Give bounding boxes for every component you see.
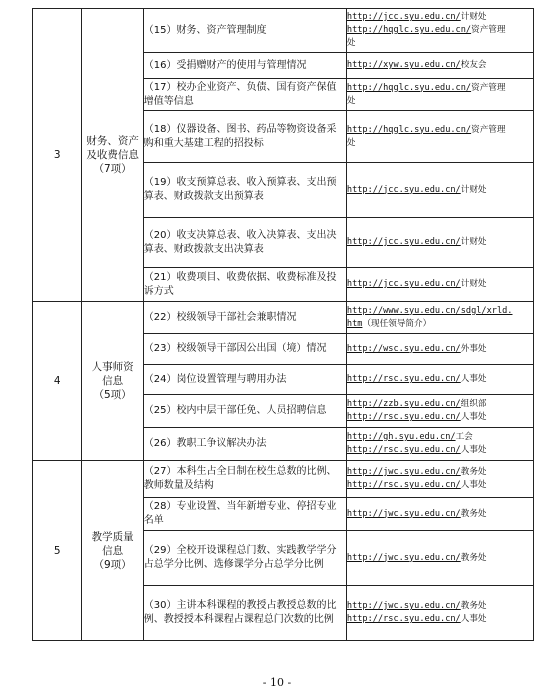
category-line: （9项） [93,558,132,571]
link-line [347,278,533,291]
link-line [347,411,533,424]
item-description: （26）教职工争议解决办法 [143,428,346,461]
item-links [346,461,533,498]
url-link[interactable]: http://jwc.syu.edu.cn/ [346,601,461,611]
category-line: 教学质量 [91,530,134,543]
group-number: 4 [33,302,82,461]
department-label: 人事处 [460,412,487,422]
department-label: 处 [346,38,356,48]
link-line [347,24,533,37]
item-links [346,531,533,586]
department-label: 工会 [455,432,473,442]
department-label: 资产管理 [471,124,506,135]
link-line [347,137,533,150]
group-category [82,9,143,302]
item-links [346,163,533,218]
category-line: 及收费信息 [86,149,139,161]
department-label: 教务处 [460,552,487,563]
department-label: 计财处 [460,237,487,247]
item-links [346,302,533,334]
link-line [347,59,533,72]
item-description: （21）收费项目、收费依据、收费标准及投诉方式 [143,268,346,302]
link-line [347,613,533,626]
department-label: 教务处 [460,508,487,519]
link-line [347,398,533,411]
department-label: 资产管理 [471,82,506,93]
item-links [346,334,533,365]
url-link[interactable]: http://hqglc.syu.edu.cn/ [346,25,472,35]
url-link[interactable]: htm [346,318,363,329]
link-line [347,343,533,356]
department-label: 教务处 [460,467,487,477]
url-link[interactable]: http://rsc.syu.edu.cn/ [346,445,461,455]
department-label: 处 [346,95,356,106]
link-line [347,37,533,50]
item-description: （28）专业设置、当年新增专业、停招专业名单 [143,498,346,531]
url-link[interactable]: http://gh.syu.edu.cn/ [346,432,456,442]
item-description: （24）岗位设置管理与聘用办法 [143,365,346,395]
disclosure-table [32,8,534,641]
item-description: （25）校内中层干部任免、人员招聘信息 [143,395,346,428]
department-label: 处 [346,137,356,148]
link-line [347,600,533,613]
group-number: 3 [33,9,82,302]
item-description: （27）本科生占全日制在校生总数的比例、教师数量及结构 [143,461,346,498]
item-description: （18）仪器设备、图书、药品等物资设备采购和重大基建工程的招投标 [143,111,346,163]
department-label: 计财处 [460,12,487,22]
item-links [346,218,533,268]
item-description: （23）校级领导干部因公出国（境）情况 [143,334,346,365]
category-line: （5项） [93,389,132,401]
category-line: 信息 [102,375,124,387]
table-row [33,9,534,53]
department-label: 人事处 [460,374,487,384]
item-links [346,53,533,79]
item-description: （16）受捐赠财产的使用与管理情况 [143,53,346,79]
url-link[interactable]: http://wsc.syu.edu.cn/ [346,343,461,354]
url-link[interactable]: http://jwc.syu.edu.cn/ [346,467,461,477]
link-line [347,552,533,565]
department-label: 人事处 [460,480,487,490]
item-description: （29）全校开设课程总门数、实践教学学分占总学分比例、选修课学分占总学分比例 [143,531,346,586]
department-label: （现任领导简介） [362,318,432,329]
link-line [347,431,533,444]
item-description: （30）主讲本科课程的教授占教授总数的比例、教授授本科课程占课程总门次数的比例 [143,586,346,641]
link-line [347,236,533,249]
group-category [82,302,143,461]
url-link[interactable]: http://rsc.syu.edu.cn/ [346,480,461,490]
url-link[interactable]: http://jwc.syu.edu.cn/ [346,508,461,519]
item-description: （17）校办企业资产、负债、国有资产保值增值等信息 [143,79,346,111]
url-link[interactable]: http://hqglc.syu.edu.cn/ [346,124,472,135]
link-line [347,318,533,331]
page-number: - 10 - [262,676,292,689]
item-description: （20）收支决算总表、收入决算表、支出决算表、财政拨款支出决算表 [143,218,346,268]
link-line [347,373,533,386]
department-label: 人事处 [460,614,487,624]
url-link[interactable]: http://jcc.syu.edu.cn/ [346,279,461,289]
link-line [347,95,533,108]
link-line [347,305,533,318]
category-line: 财务、资产 [86,135,139,147]
department-label: 资产管理 [471,25,506,35]
item-description: （15）财务、资产管理制度 [143,9,346,53]
link-line [347,124,533,137]
link-line [347,184,533,197]
item-links [346,268,533,302]
url-link[interactable]: http://hqglc.syu.edu.cn/ [346,82,472,93]
category-line: 人事师资 [91,361,134,373]
item-links [346,586,533,641]
url-link[interactable]: http://jcc.syu.edu.cn/ [346,12,461,22]
table-row [33,302,534,334]
department-label: 计财处 [460,279,487,289]
url-link[interactable]: http://rsc.syu.edu.cn/ [346,374,461,384]
item-links [346,9,533,53]
department-label: 组织部 [460,399,487,409]
url-link[interactable]: http://jwc.syu.edu.cn/ [346,552,461,563]
url-link[interactable]: http://zzb.syu.edu.cn/ [346,399,461,409]
item-description: （22）校级领导干部社会兼职情况 [143,302,346,334]
category-line: （7项） [93,163,132,175]
department-label: 校友会 [460,60,487,70]
department-label: 计财处 [460,184,487,195]
department-label: 外事处 [460,343,487,354]
item-links [346,428,533,461]
item-links [346,498,533,531]
link-line [347,82,533,95]
url-link[interactable]: http://xyw.syu.edu.cn/ [346,60,461,70]
department-label: 人事处 [460,445,487,455]
group-category [82,461,143,641]
url-link[interactable]: http://rsc.syu.edu.cn/ [346,412,461,422]
item-links [346,79,533,111]
department-label: 教务处 [460,601,487,611]
item-description: （19）收支预算总表、收入预算表、支出预算表、财政拨款支出预算表 [143,163,346,218]
url-link[interactable]: http://www.syu.edu.cn/sdgl/xrld. [346,305,513,316]
table-row [33,461,534,498]
url-link[interactable]: http://jcc.syu.edu.cn/ [346,184,461,195]
link-line [347,466,533,479]
table-body [33,9,534,641]
link-line [347,479,533,492]
item-links [346,111,533,163]
group-number: 5 [33,461,82,641]
url-link[interactable]: http://rsc.syu.edu.cn/ [346,614,461,624]
url-link[interactable]: http://jcc.syu.edu.cn/ [346,237,461,247]
link-line [347,444,533,457]
item-links [346,395,533,428]
link-line [347,508,533,521]
item-links [346,365,533,395]
category-line: 信息 [102,544,124,557]
link-line [347,11,533,24]
